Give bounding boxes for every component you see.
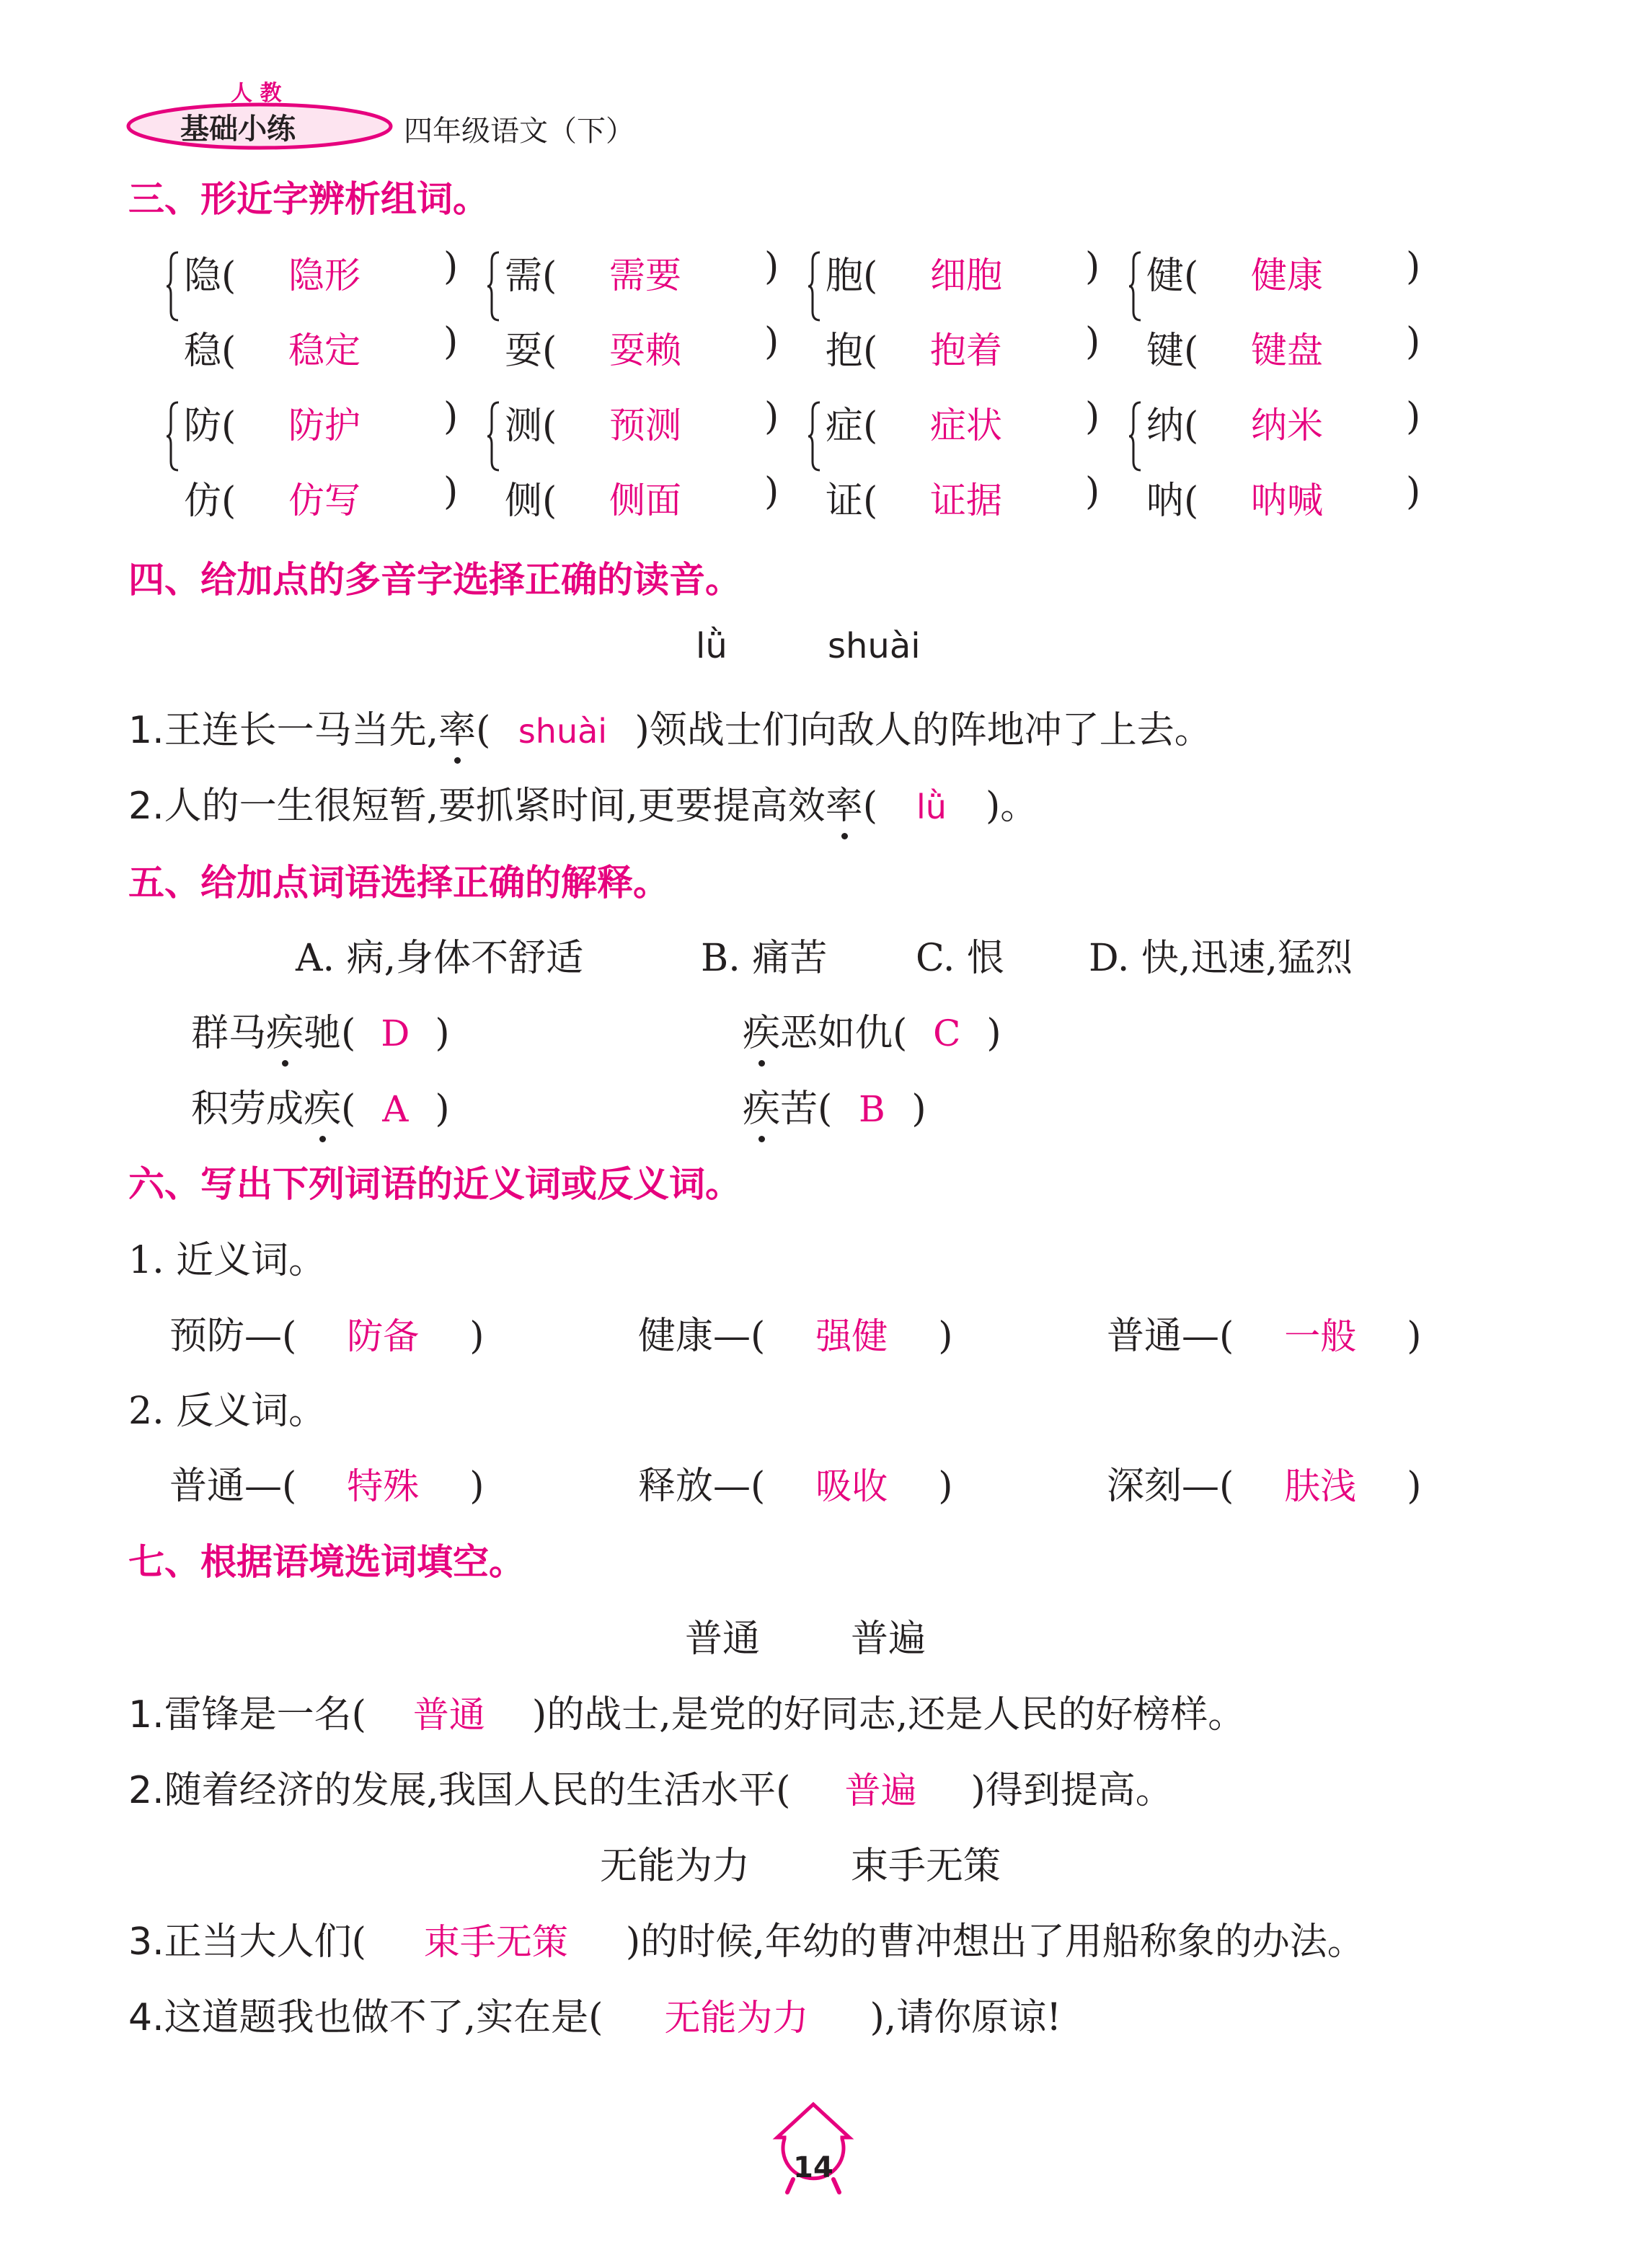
answer-blank[interactable]: 一般 [1284, 1315, 1357, 1357]
dotted-char: 疾 [304, 1078, 341, 1132]
answer-blank[interactable]: 肤浅 [1284, 1465, 1357, 1507]
brace [487, 251, 502, 322]
char-label: 健( [1146, 255, 1199, 298]
section-5-title: 五、给加点词语选择正确的解释。 [128, 862, 669, 904]
word-choice-1a: 普通 [685, 1618, 761, 1661]
answer-blank[interactable]: 稳定 [288, 330, 360, 371]
close-paren: ) [443, 395, 459, 438]
close-paren: ) [1406, 245, 1421, 288]
close-paren: ) [764, 245, 779, 288]
dotted-char: 疾 [743, 1002, 780, 1056]
answer-blank[interactable]: 无能为力 [664, 1997, 809, 2039]
dotted-char: 疾 [266, 1002, 304, 1056]
answer-blank[interactable]: 束手无策 [423, 1921, 568, 1963]
brace [1129, 401, 1143, 472]
meaning-option-d: D. 快,迅速,猛烈 [1089, 937, 1353, 980]
ant-item: 普通—( 特殊 ) [169, 1455, 485, 1509]
answer-blank[interactable]: 细胞 [930, 255, 1002, 296]
answer-blank[interactable]: A [382, 1088, 409, 1130]
answer-blank[interactable]: 纳米 [1251, 405, 1323, 446]
sec7-question-3: 3.正当大人们( 束手无策 )的时候,年幼的曹冲想出了用船称象的办法。 [128, 1911, 1365, 1965]
answer-blank[interactable]: 防护 [288, 405, 360, 446]
close-paren: ) [1406, 395, 1421, 438]
sec5-item: 疾恶如仇( C ) [743, 1002, 1001, 1056]
answer-blank[interactable]: 症状 [930, 405, 1002, 446]
char-label: 纳( [1146, 405, 1199, 448]
page-number-badge [770, 2100, 857, 2201]
char-label: 隐( [184, 255, 236, 298]
close-paren: ) [764, 395, 779, 438]
char-label: 胞( [826, 255, 878, 298]
char-label: 需( [505, 255, 557, 298]
question-number: 1. [128, 709, 164, 752]
answer-blank[interactable]: lǜ [916, 787, 947, 826]
close-paren: ) [764, 470, 779, 513]
close-paren: ) [1406, 470, 1421, 513]
close-paren: ) [1085, 395, 1100, 438]
sec5-item: 积劳成疾( A ) [191, 1078, 450, 1132]
answer-blank[interactable]: 键盘 [1251, 330, 1323, 371]
close-paren: ) [1406, 320, 1421, 363]
pinyin-option-2: shuài [828, 626, 921, 666]
answer-blank[interactable]: 呐喊 [1251, 480, 1323, 521]
meaning-option-c: C. 恨 [916, 937, 1004, 980]
char-label: 证( [826, 480, 878, 523]
word-choice-1b: 普遍 [851, 1618, 926, 1661]
close-paren: ) [1085, 470, 1100, 513]
answer-blank[interactable]: 防备 [347, 1315, 420, 1357]
sec7-question-4: 4.这道题我也做不了,实在是( 无能为力 ),请你原谅! [128, 1987, 1061, 2041]
answer-blank[interactable]: C [933, 1012, 961, 1054]
meaning-option-a: A. 病,身体不舒适 [296, 937, 584, 980]
ant-item: 释放—( 吸收 ) [638, 1455, 953, 1509]
question-number: 2. [128, 785, 164, 828]
sec4-question-1: 1.王连长一马当先,率( shuài )领战士们向敌人的阵地冲了上去。 [128, 700, 1212, 754]
header-publisher: 人 教 [231, 81, 282, 106]
brace [808, 401, 823, 472]
char-label: 仿( [184, 480, 236, 523]
answer-blank[interactable]: 特殊 [347, 1465, 420, 1507]
page-number: 14 [793, 2151, 833, 2184]
char-label: 侧( [505, 480, 557, 523]
char-label: 呐( [1146, 480, 1199, 523]
answer-blank[interactable]: shuài [518, 712, 608, 751]
question-text: 人的一生很短暂,要抓紧时间,更要提高效 [164, 785, 826, 828]
question-text-end: )领战士们向敌人的阵地冲了上去。 [634, 709, 1212, 752]
answer-blank[interactable]: 强健 [815, 1315, 888, 1357]
section-3-title: 三、形近字辨析组词。 [128, 178, 489, 220]
word-choice-2a: 无能为力 [600, 1845, 751, 1888]
answer-blank[interactable]: B [858, 1088, 885, 1130]
answer-blank[interactable]: 侧面 [609, 480, 681, 521]
close-paren: ) [1085, 320, 1100, 363]
brace [808, 251, 823, 322]
close-paren: ) [443, 320, 459, 363]
question-text-end: )。 [986, 785, 1038, 828]
brace [1129, 251, 1143, 322]
answer-blank[interactable]: 仿写 [288, 480, 360, 521]
char-label: 键( [1146, 330, 1199, 373]
brace [167, 401, 181, 472]
char-label: 抱( [826, 330, 878, 373]
brace [167, 251, 181, 322]
header-series: 基础小练 [180, 112, 296, 146]
header-subject: 四年级语文（下） [404, 115, 634, 148]
answer-blank[interactable]: 普通 [412, 1694, 485, 1736]
dotted-char: 疾 [743, 1078, 780, 1132]
section-6-title: 六、写出下列词语的近义词或反义词。 [128, 1163, 741, 1205]
sec4-question-2: 2.人的一生很短暂,要抓紧时间,更要提高效率( lǜ )。 [128, 775, 1038, 829]
syn-item: 预防—( 防备 ) [169, 1305, 485, 1359]
sec5-item: 群马疾驰( D ) [191, 1002, 450, 1056]
char-label: 症( [826, 405, 878, 448]
answer-blank[interactable]: 抱着 [930, 330, 1002, 371]
syn-item: 普通—( 一般 ) [1107, 1305, 1422, 1359]
word-choice-2b: 束手无策 [851, 1845, 1001, 1888]
antonym-label: 2. 反义词。 [128, 1390, 327, 1433]
char-label: 测( [505, 405, 557, 448]
close-paren: ) [764, 320, 779, 363]
pinyin-option-1: lǜ [696, 626, 727, 666]
sec5-item: 疾苦( B ) [743, 1078, 926, 1132]
answer-blank[interactable]: 吸收 [815, 1465, 888, 1507]
dotted-char: 率 [826, 775, 863, 829]
answer-blank[interactable]: 普遍 [844, 1770, 917, 1812]
answer-blank[interactable]: 健康 [1251, 255, 1323, 296]
syn-item: 健康—( 强健 ) [638, 1305, 953, 1359]
sec7-question-2: 2.随着经济的发展,我国人民的生活水平( 普遍 )得到提高。 [128, 1760, 1173, 1814]
section-7-title: 七、根据语境选词填空。 [128, 1541, 525, 1583]
brace [487, 401, 502, 472]
dotted-char: 率 [438, 700, 476, 754]
answer-blank[interactable]: 耍赖 [609, 330, 681, 371]
sec7-question-1: 1.雷锋是一名( 普通 )的战士,是党的好同志,还是人民的好榜样。 [128, 1684, 1245, 1738]
meaning-option-b: B. 痛苦 [701, 937, 828, 980]
synonym-label: 1. 近义词。 [128, 1239, 327, 1282]
answer-blank[interactable]: D [381, 1012, 410, 1054]
char-label: 防( [184, 405, 236, 448]
answer-blank[interactable]: 证据 [930, 480, 1002, 521]
answer-blank[interactable]: 隐形 [288, 255, 360, 296]
close-paren: ) [1085, 245, 1100, 288]
close-paren: ) [443, 470, 459, 513]
answer-blank[interactable]: 需要 [609, 255, 681, 296]
char-label: 稳( [184, 330, 236, 373]
close-paren: ) [443, 245, 459, 288]
question-text: 王连长一马当先, [164, 709, 439, 752]
section-4-title: 四、给加点的多音字选择正确的读音。 [128, 559, 741, 601]
answer-blank[interactable]: 预测 [609, 405, 681, 446]
char-label: 耍( [505, 330, 557, 373]
ant-item: 深刻—( 肤浅 ) [1107, 1455, 1422, 1509]
